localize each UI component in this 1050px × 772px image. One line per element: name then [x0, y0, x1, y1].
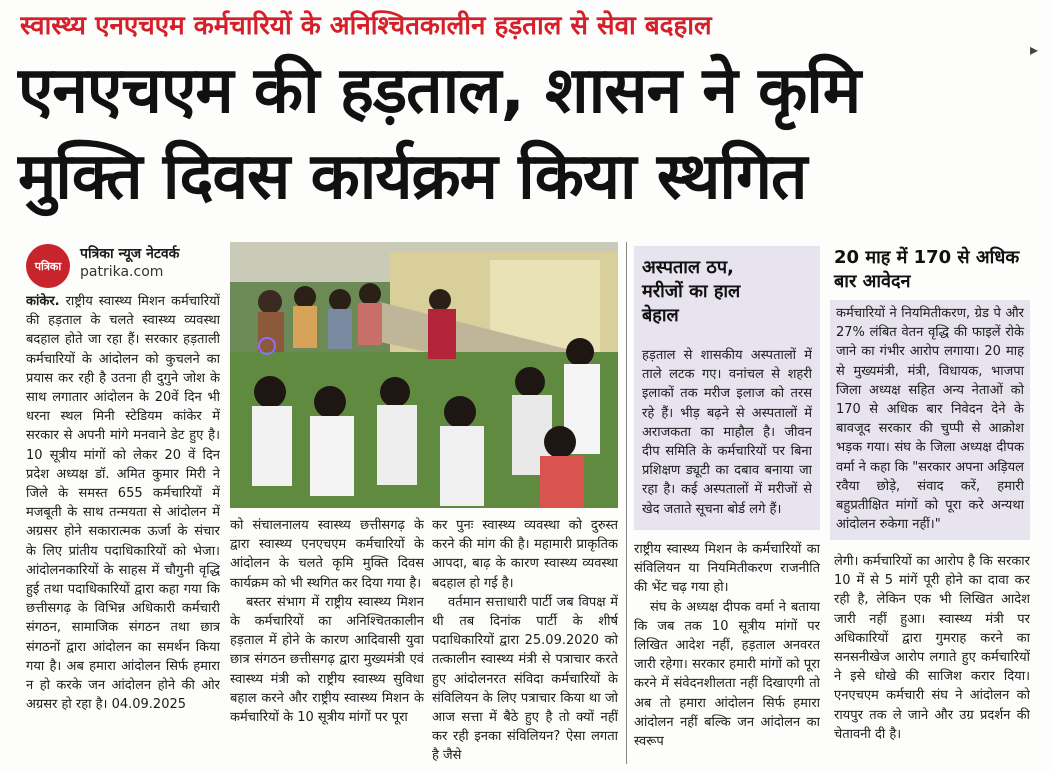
article-column-1	[26, 292, 220, 764]
box-1-title: अस्पताल ठप, मरीजों का हाल बेहाल	[642, 257, 741, 326]
protest-photo	[230, 242, 618, 508]
box-2-text: कर्मचारियों ने नियमितीकरण, ग्रेड पे और 27% लंबित वेतन वृद्धि की फाइलें रोके जाने का गंभीर आरोप लगाया। 20 माह से मुख्यमंत्री, मंत्री, विधायक, भाजपा जिला अध्यक्ष सहित अन्य नेताओं को 170 से अधिक बार निवेदन देने के बावजूद सरकार की चुप्पी से आक्रोश भड़क गया। संघ के जिला अध्यक्ष दीपक वर्मा ने कहा कि "सरकार अपना अड़ियल रवैया छोड़े, संवाद करें, हमारी बहुप्रतीक्षित मांगों को पूरा करे अन्यथा आंदोलन रुकेगा नहीं।"	[830, 300, 1030, 540]
headline-line-1: एनएचएम की हड़ताल, शासन ने कृमि	[18, 54, 861, 128]
kicker-headline: स्वास्थ्य एनएचएम कर्मचारियों के अनिश्चितकालीन हड़ताल से सेवा बदहाल	[20, 11, 712, 40]
column-divider	[626, 242, 627, 764]
article-column-5	[834, 552, 1030, 764]
box-1-text: हड़ताल से शासकीय अस्पतालों में ताले लटक गए। वनांचल से शहरी इलाकों तक मरीज इलाज को तरस रहे हैं। भीड़ बढ़ने से अस्पतालों में अराजकता का माहौल है। जीवन दीप समिति के कर्मचारियों पर बिना प्रशिक्षण ड्यूटी का दबाव बनाया जा रहा है। कई अस्पतालों में मरीजों से खेद जताते सूचना बोर्ड लगे हैं।	[642, 348, 812, 517]
column-4-para-1: राष्ट्रीय स्वास्थ्य मिशन के कर्मचारियों का संविलियन या नियमितीकरण राजनीति की भेंट चढ़ गया हो।	[634, 542, 820, 596]
column-2-para-1: को संचालनालय स्वास्थ्य छत्तीसगढ़ के द्वारा स्वास्थ्य एनएचएम कर्मचारियों के आंदोलन के चलते कृमि मुक्ति दिवस कार्यक्रम को भी स्थगित कर दिया गया है।	[230, 518, 424, 591]
column-4-para-2: संघ के अध्यक्ष दीपक वर्मा ने बताया कि जब तक 10 सूत्रीय मांगों पर लिखित आदेश नहीं, हड़ताल अनवरत जारी रहेगा। सरकार हमारी मांगों को पूरा करने में संवेदनशीलता नहीं दिखाएगी तो अब तो हमारा आंदोलन सिर्फ हमारा आंदोलन नहीं बल्कि जन आंदोलन का स्वरूप	[634, 599, 820, 750]
column-3-para-2: वर्तमान सत्ताधारी पार्टी जब विपक्ष में थी तब दिनांक पार्टी के शीर्ष पदाधिकारियों द्वारा 25.09.2020 को तत्कालीन स्वास्थ्य मंत्री से पत्राचार करते हुए आंदोलनरत संविदा कर्मचारियों के संविलियन के लिए पत्राचार किया था जो आज सत्ता में बैठे हुए है तो क्यों नहीं कर रही इनका संविलियन? ऐसा लगता है जैसे	[432, 594, 618, 764]
article-column-4	[634, 540, 820, 764]
box-2-title: 20 माह में 170 से अधिक बार आवेदन	[834, 247, 1020, 292]
byline-network: पत्रिका न्यूज नेटवर्क	[80, 246, 180, 262]
column-1-text: राष्ट्रीय स्वास्थ्य मिशन कर्मचारियों की हड़ताल के चलते स्वास्थ्य व्यवस्था बदहाल होते जा रहा हैं। सरकार हड़ताली कर्मचारियों के आंदोलन को कुचलने का प्रयास कर रही है उतना ही दुगुने जोश के साथ लगातार आंदोलन के 20वें दिन भी धरना स्थल मिनी स्टेडियम कांकेर में सरकार से अपनी मांगे मनवाने डेट हुए है। 10 सूत्रीय मांगों को लेकर 20 वें दिन प्रदेश अध्यक्ष डॉ. अमित कुमार मिरी ने जिले के समस्त 655 कर्मचारियों में मजबूती के साथ तन्मयता से आंदोलन में अग्रसर होने सकारात्मक ऊर्जा के संचार के लिए प्रांतीय पदाधिकारियों को भेजा। आंदोलनकारियों के साहस में चौगुनी वृद्धि हुई तथा पदाधिकारियों द्वारा कहा गया कि छत्तीसगढ़ के विभिन्न अधिकारी कर्मचारी संगठन, सामाजिक संगठन तथा छात्र संगठनों द्वारा आंदोलन का समर्थन किया गया है। अब हमारा आंदोलन सिर्फ हमारा न हो करके जन आंदोलन होने की ओर अग्रसर हो रहा है। 04.09.2025	[26, 294, 220, 713]
sidebar-box-hospitals	[634, 246, 820, 530]
headline-line-2: मुक्ति दिवस कार्यक्रम किया स्थगित	[18, 140, 807, 214]
protest-photo-image	[230, 242, 618, 508]
dateline: कांकेर.	[26, 294, 60, 309]
patrika-logo: पत्रिका	[26, 244, 70, 288]
article-column-2	[230, 516, 424, 764]
main-headline	[18, 48, 1028, 220]
column-2-para-2: बस्तर संभाग में राष्ट्रीय स्वास्थ्य मिशन के कर्मचारियों का अनिश्चितकालीन हड़ताल में होने के कारण आदिवासी युवा छात्र संगठन छत्तीसगढ़ द्वारा मुख्यमंत्री एवं स्वास्थ्य मंत्री को राष्ट्रीय स्वास्थ्य सुविधा बहाल करने और राष्ट्रीय स्वास्थ्य मिशन के कर्मचारियों के 10 सूत्रीय मांगों पर पूरा	[230, 594, 424, 726]
page-corner-icon: ▸	[1030, 40, 1039, 59]
column-3-para-1: कर पुनः स्वास्थ्य व्यवस्था को दुरुस्त करने की मांग की है। महामारी प्राकृतिक आपदा, बाढ़ के कारण स्वास्थ्य व्यवस्था बदहाल हो गई है।	[432, 518, 618, 591]
byline-site: patrika.com	[80, 264, 164, 280]
column-5-text: लेगी। कर्मचारियों का आरोप है कि सरकार 10 में से 5 मांगें पूरी होने का दावा कर रही है, लेकिन एक भी लिखित आदेश जारी नहीं हुआ। स्वास्थ्य मंत्री पर अधिकारियों द्वारा गुमराह करने का सनसनीखेज आरोप लगाते हुए कर्मचारियों ने इसे धोखे की साजिश करार दिया। एनएचएम कर्मचारी संघ ने आंदोलन को रायपुर तक ले जाने और उग्र प्रदर्शन की चेतावनी दी है।	[834, 554, 1030, 742]
article-column-3	[432, 516, 618, 764]
